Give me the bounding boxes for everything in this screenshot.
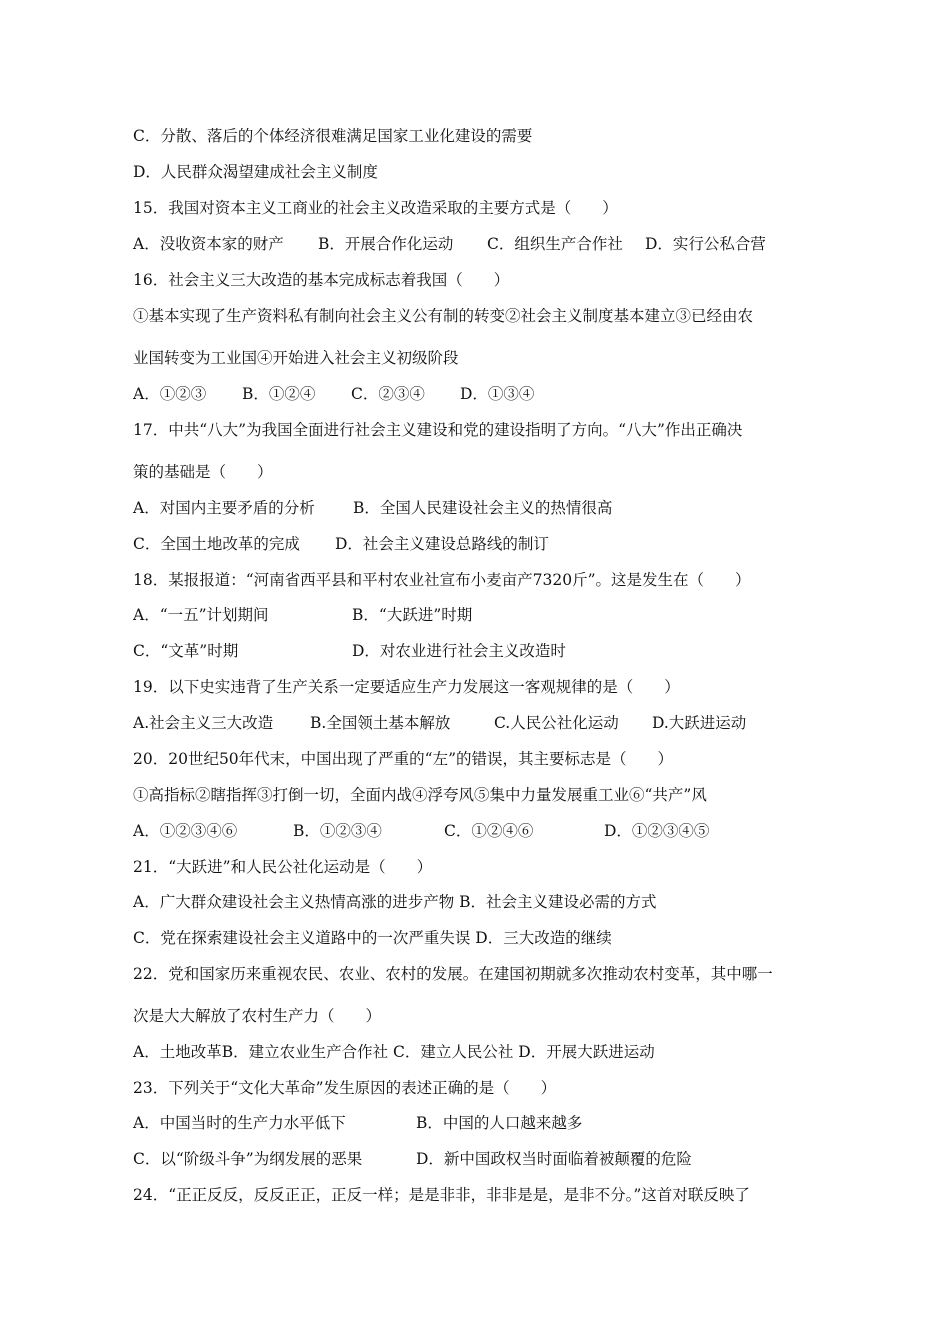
option-d: D．对农业进行社会主义改造时 bbox=[352, 642, 566, 660]
option-c: C.人民公社化运动 bbox=[494, 714, 619, 732]
option-d: D．①③④ bbox=[460, 385, 535, 403]
question-text: 24．“正正反反，反反正正，正反一样；是是非非，非非是是，是非不分。”这首对联反映了 bbox=[133, 1186, 750, 1204]
question-text: 16．社会主义三大改造的基本完成标志着我国（ ） bbox=[133, 271, 510, 289]
option-d: D．①②③④⑤ bbox=[604, 822, 710, 840]
question-text: 18．某报报道：“河南省西平县和平村农业社宣布小麦亩产7320斤”。这是发生在（ ） bbox=[133, 571, 751, 589]
option-c: C．以“阶级斗争”为纲发展的恶果 bbox=[133, 1150, 363, 1168]
question-text: 策的基础是（ ） bbox=[133, 463, 273, 481]
option-b: B．开展合作化运动 bbox=[318, 235, 454, 253]
statement-text: ①高指标②瞎指挥③打倒一切，全面内战④浮夸风⑤集中力量发展重工业⑥“共产”风 bbox=[133, 786, 707, 804]
option-d: D．社会主义建设总路线的制订 bbox=[335, 535, 549, 553]
option-d: D．实行公私合营 bbox=[645, 235, 766, 253]
option-a: A．“一五”计划期间 bbox=[133, 606, 269, 624]
option-c: C．“文革”时期 bbox=[133, 642, 239, 660]
question-text: 15．我国对资本主义工商业的社会主义改造采取的主要方式是（ ） bbox=[133, 199, 618, 217]
question-text: 17．中共“八大”为我国全面进行社会主义建设和党的建设指明了方向。“八大”作出正确决 bbox=[133, 421, 743, 439]
question-text: 19．以下史实违背了生产关系一定要适应生产力发展这一客观规律的是（ ） bbox=[133, 678, 680, 696]
option-text: D．人民群众渴望建成社会主义制度 bbox=[133, 163, 378, 181]
option-d: D．新中国政权当时面临着被颠覆的危险 bbox=[416, 1150, 692, 1168]
question-text: 20．20世纪50年代末，中国出现了严重的“左”的错误，其主要标志是（ ） bbox=[133, 750, 674, 768]
option-b: B．①②④ bbox=[242, 385, 316, 403]
option-a: A．中国当时的生产力水平低下 bbox=[133, 1114, 346, 1132]
option-b: B．全国人民建设社会主义的热情很高 bbox=[353, 499, 613, 517]
option-a: A．①②③ bbox=[133, 385, 207, 403]
option-b: B．“大跃进”时期 bbox=[352, 606, 473, 624]
option-b: B.全国领土基本解放 bbox=[310, 714, 451, 732]
question-text: 次是大大解放了农村生产力（ ） bbox=[133, 1007, 382, 1025]
statement-text: ①基本实现了生产资料私有制向社会主义公有制的转变②社会主义制度基本建立③已经由农 bbox=[133, 307, 754, 325]
option-text: C．分散、落后的个体经济很难满足国家工业化建设的需要 bbox=[133, 127, 533, 145]
option-a: A．对国内主要矛盾的分析 bbox=[133, 499, 315, 517]
option-c: C．①②④⑥ bbox=[444, 822, 534, 840]
option-c: C．②③④ bbox=[351, 385, 425, 403]
option-text: C．党在探索建设社会主义道路中的一次严重失误 D．三大改造的继续 bbox=[133, 929, 612, 947]
option-c: C．组织生产合作社 bbox=[487, 235, 623, 253]
statement-text: 业国转变为工业国④开始进入社会主义初级阶段 bbox=[133, 349, 459, 367]
question-text: 23．下列关于“文化大革命”发生原因的表述正确的是（ ） bbox=[133, 1079, 557, 1097]
question-text: 21．“大跃进”和人民公社化运动是（ ） bbox=[133, 858, 433, 876]
option-a: A.社会主义三大改造 bbox=[133, 714, 274, 732]
option-d: D.大跃进运动 bbox=[652, 714, 747, 732]
question-text: 22．党和国家历来重视农民、农业、农村的发展。在建国初期就多次推动农村变革，其中哪一 bbox=[133, 965, 773, 983]
option-text: A．土地改革B．建立农业生产合作社 C．建立人民公社 D．开展大跃进运动 bbox=[133, 1043, 655, 1061]
option-text: A．广大群众建设社会主义热情高涨的进步产物 B．社会主义建设必需的方式 bbox=[133, 893, 657, 911]
option-a: A．没收资本家的财产 bbox=[133, 235, 284, 253]
option-b: B．中国的人口越来越多 bbox=[416, 1114, 583, 1132]
option-c: C．全国土地改革的完成 bbox=[133, 535, 300, 553]
option-b: B．①②③④ bbox=[293, 822, 382, 840]
option-a: A．①②③④⑥ bbox=[133, 822, 238, 840]
